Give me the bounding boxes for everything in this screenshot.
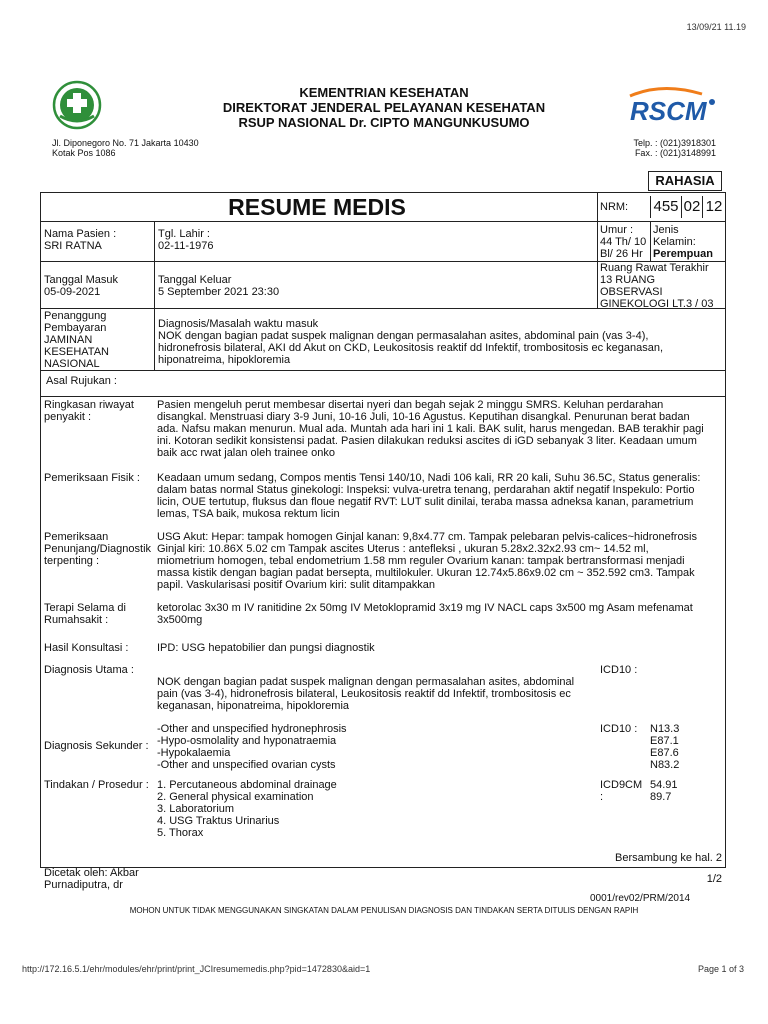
dob-value: 02-11-1976 — [158, 240, 214, 252]
procedure-label: Tindakan / Prosedur : — [44, 779, 149, 791]
header-hospital: RSUP NASIONAL Dr. CIPTO MANGUNKUSUMO — [238, 115, 530, 130]
primary-icd-label: ICD10 : — [600, 664, 638, 676]
therapy-label: Terapi Selama di Rumahsakit : — [44, 602, 126, 626]
primary-diagnosis-label: Diagnosis Utama : — [44, 664, 134, 676]
secondary-icd-codes: N13.3 E87.1 E87.6 N83.2 — [650, 723, 680, 771]
procedures: 1. Percutaneous abdominal drainage 2. General physical examination 3. Laboratorium 4. USG Traktus Urinarius 5. Thorax — [157, 779, 337, 839]
column-divider — [154, 221, 155, 371]
form-code: 0001/rev02/PRM/2014 — [590, 893, 691, 904]
discharge-date: 5 September 2021 23:30 — [158, 286, 280, 298]
physical-exam: Keadaan umum sedang, Compos mentis Tensi 140/10, Nadi 106 kali, RR 20 kali, Suhu 36.5C, Status generalis: dalam batas normal Status ginekologi: Inspeksi: vulva-uretra tenang, perdarahan aktif negatif Inspekulo: Portio licin, OUE tertutup, fluksus dan floue negatif RVT: LUT sulit dinilai, teraba massa adneksa kanan, parametrium lemas, TSA baik, mukosa rektum licin — [157, 472, 701, 520]
print-timestamp: 13/09/21 11.19 — [686, 22, 746, 32]
header-ministry: KEMENTRIAN KESEHATAN — [299, 85, 469, 100]
writing-notice: MOHON UNTUK TIDAK MENGGUNAKAN SINGKATAN DALAM PENULISAN DIAGNOSIS DAN TINDAKAN SERTA DITULIS DENGAN RAPIH — [129, 906, 639, 915]
secondary-diagnosis: -Other and unspecified hydronephrosis -Hypo-osmolality and hyponatraemia -Hypokalaemia -Other and unspecified ovarian cysts — [157, 723, 347, 771]
row-divider — [40, 396, 725, 397]
address-line-2: Kotak Pos 1086 — [52, 148, 116, 158]
admission-date-label: Tanggal Masuk — [44, 274, 118, 286]
consultation-label: Hasil Konsultasi : — [44, 642, 129, 654]
physical-exam-label: Pemeriksaan Fisik : — [44, 472, 140, 484]
supporting-exam-label: Pemeriksaan Penunjang/Diagnostik terpenting : — [44, 531, 152, 567]
admission-diagnosis: NOK dengan bagian padat suspek malignan dengan permasalahan asites, abdominal pain (vas 3-4), hidronefrosis bilateral, AKI dd Akut on CKD, Leukositosis reaktif dd Infektif, trombositosis ec keganasan, hiponatreima, hipokloremia — [158, 330, 664, 366]
address-line-1: Jl. Diponegoro No. 71 Jakarta 10430 — [52, 138, 199, 148]
age-value: 44 Th/ 10 Bl/ 26 Hr — [600, 236, 647, 260]
discharge-date-label: Tanggal Keluar — [158, 274, 232, 286]
ward-value: 13 RUANG OBSERVASI GINEKOLOGI LT.3 / 03 — [600, 274, 714, 310]
primary-diagnosis: NOK dengan bagian padat suspek malignan dengan permasalahan asites, abdominal pain (vas 3-4), hidronefrosis bilateral, Leukositosis reaktif dd Infektif, trombositosis ec keganasan, hiponatreima, hipokloremia — [157, 676, 575, 712]
patient-name: SRI RATNA — [44, 240, 102, 252]
sex-value: Perempuan — [653, 248, 713, 260]
nrm-part-2: 02 — [681, 196, 702, 218]
ward-label: Ruang Rawat Terakhir — [600, 262, 709, 274]
nrm-part-1: 455 — [650, 196, 681, 218]
sex-label: Jenis Kelamin: — [653, 224, 696, 248]
nrm-part-3: 12 — [702, 196, 726, 218]
history-summary-label: Ringkasan riwayat penyakit : — [44, 399, 134, 423]
admission-date: 05-09-2021 — [44, 286, 101, 298]
page-number: Page 1 of 3 — [697, 964, 744, 974]
hospital-contacts — [620, 138, 716, 158]
document-title: RESUME MEDIS — [228, 194, 406, 220]
supporting-exam: USG Akut: Hepar: tampak homogen Ginjal kanan: 9,8x4.77 cm. Tampak pelebaran pelvis-calices~hidronefrosis Ginjal kiri: 10.86X 5.02 cm Tampak ascites Uterus : antefleksi , ukuran 5.28x2.32x2.93 cm~ 14.52 ml, miometrium homogen, tebal endometrium 1.58 mm reguler Ovarium kanan: tampak bertransformasi menjadi massa kistik dengan bagian padat bersepta, multilokuler. Ukuran 12.74x5.86x9.02 cm ~ 352.592 cm3. Tampak papil. Vaskularisasi positif Ovarium kiri: sulit ditampakkan — [157, 531, 697, 591]
consultation: IPD: USG hepatobilier dan pungsi diagnostik — [157, 642, 375, 654]
continued-note: Bersambung ke hal. 2 — [614, 852, 722, 864]
referral-origin-label: Asal Rujukan : — [46, 375, 117, 387]
fax-number: Fax. : (021)3148991 — [634, 148, 716, 158]
phone-number: Telp. : (021)3918301 — [633, 138, 716, 148]
header-directorate: DIREKTORAT JENDERAL PELAYANAN KESEHATAN — [222, 100, 546, 115]
procedure-icd-label: ICD9CM : — [600, 779, 643, 803]
procedure-icd-codes: 54.91 89.7 — [650, 779, 678, 803]
page-fraction: 1/2 — [706, 873, 722, 885]
rscm-logo-text: RSCM — [630, 96, 707, 126]
therapy: ketorolac 3x30 m IV ranitidine 2x 50mg IV Metoklopramid 3x19 mg IV NACL caps 3x500 mg Asam mefenamat 3x500mg — [157, 602, 693, 626]
nrm-label: NRM: — [600, 201, 629, 213]
payment-value: JAMINAN KESEHATAN NASIONAL — [44, 334, 109, 370]
page-url: http://172.16.5.1/ehr/modules/ehr/print/print_JCIresumemedis.php?pid=1472830&aid=1 — [22, 964, 371, 974]
row-divider — [40, 221, 725, 222]
secondary-diagnosis-label: Diagnosis Sekunder : — [44, 740, 149, 752]
patient-name-label: Nama Pasien : — [44, 228, 117, 240]
printed-by: Dicetak oleh: Akbar Purnadiputra, dr — [44, 867, 139, 891]
history-summary: Pasien mengeluh perut membesar disertai nyeri dan begah sejak 2 minggu SMRS. Keluhan perdarahan disangkal. Menstruasi diary 3-9 Juni, 10-16 Juli, 10-16 Agustus. Keputihan disangkal. Penurunan berat badan ada. Nafsu makan menurun. Mual ada. Muntah ada hari ini 1 kali. BAK sulit, harus mengedan. BAB terakhir pagi ini. Kotoran sedikit konsistensi padat. Pasien dilakukan reduksi ascites di iGD sebanyak 3 liter. Keadaan umum baik acc rwat jalan oleh trainee onko — [157, 399, 704, 459]
column-divider — [597, 192, 598, 309]
row-divider — [40, 370, 725, 371]
hospital-address — [52, 138, 199, 158]
secondary-icd-label: ICD10 : — [600, 723, 638, 735]
admission-diagnosis-label: Diagnosis/Masalah waktu masuk — [158, 318, 319, 330]
age-label: Umur : — [600, 224, 633, 236]
payment-label: Penanggung Pembayaran — [44, 310, 107, 334]
dob-label: Tgl. Lahir : — [158, 228, 210, 240]
confidential-badge: RAHASIA — [648, 171, 722, 191]
